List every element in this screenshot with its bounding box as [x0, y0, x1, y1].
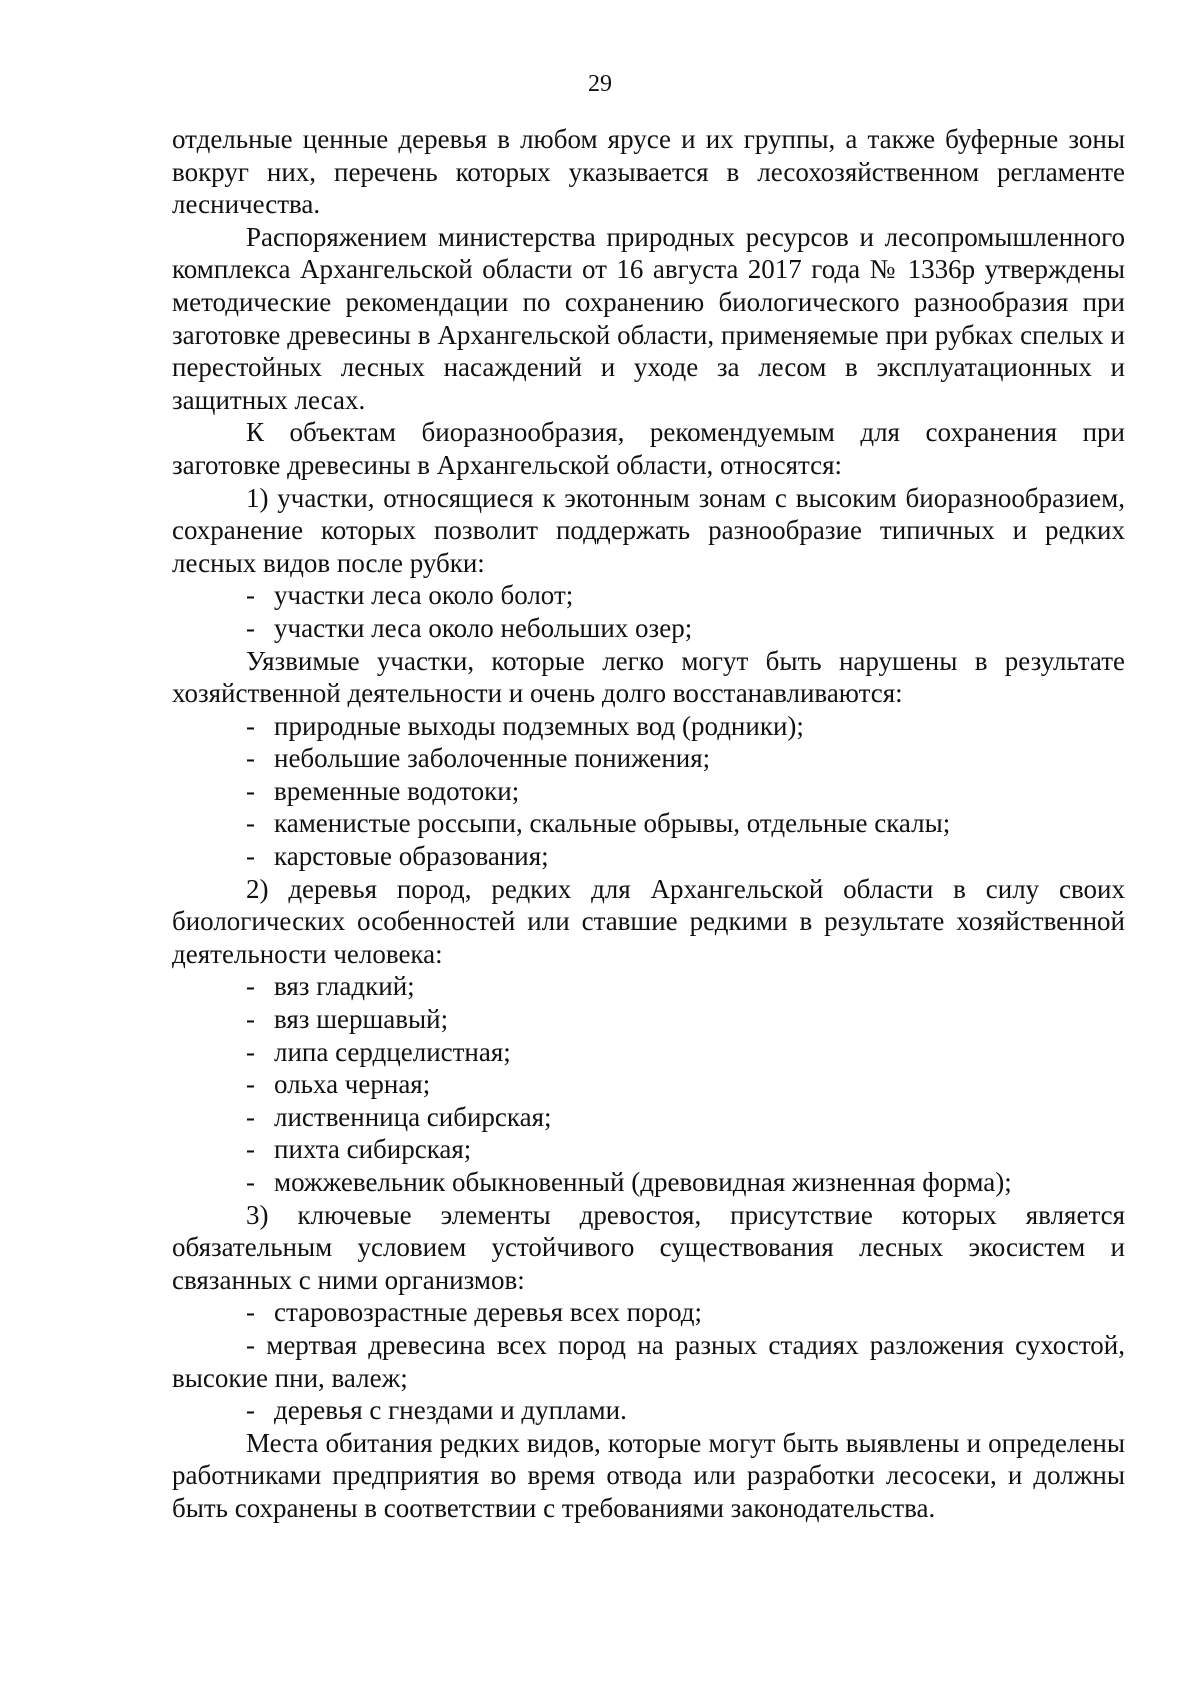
list-item-text: старовозрастные деревья всех пород; [274, 1297, 703, 1328]
list-dash: - [246, 743, 255, 774]
list-dash: - [246, 1004, 255, 1035]
list-item-text: природные выходы подземных вод (родники); [274, 710, 804, 741]
list-item [172, 710, 1125, 743]
list-item-text: мертвая древесина всех пород на разных стадиях разложения сухостой, высокие пни, валеж; [172, 1329, 1125, 1393]
list-item-text: участки леса около болот; [274, 580, 574, 611]
list-item-text: каменистые россыпи, скальные обрывы, отдельные скалы; [274, 808, 951, 839]
list-dash: - [246, 1395, 255, 1426]
list-item [172, 1036, 1125, 1069]
list-item [172, 1101, 1125, 1134]
list-item-text: небольшие заболоченные понижения; [274, 743, 711, 774]
list-dash: - [246, 971, 255, 1002]
list-dash: - [246, 710, 255, 741]
list-dash: - [246, 775, 255, 806]
list-dash: - [246, 1134, 255, 1165]
list-item [172, 579, 1125, 612]
list-item-text: пихта сибирская; [274, 1134, 472, 1165]
list-item [172, 1394, 1125, 1427]
list-dash: - [246, 1329, 255, 1360]
list-item-text: карстовые образования; [274, 841, 549, 872]
paragraph-2: Распоряжением министерства природных ресурсов и лесопромышленного комплекса Архангельской области от 16 августа 2017 года № 1336р утверждены методические рекомендации по сохранению биологического разнообразия при заготовке древесины в Архангельской области, применяемые при рубках спелых и перестойных лесных насаждений и уходе за лесом в эксплуатационных и защитных лесах. [172, 221, 1125, 415]
list-dash: - [246, 1167, 255, 1197]
list-item [172, 612, 1125, 645]
list-dash: - [246, 808, 255, 839]
list-item-text: можжевельник обыкновенный (древовидная жизненная форма); [274, 1167, 1012, 1197]
list-dash: - [246, 612, 255, 643]
list-dash: - [246, 1101, 255, 1132]
list-item-text: ольха черная; [274, 1069, 431, 1100]
paragraph-6: 2) деревья пород, редких для Архангельской области в силу своих биологических особенностей или ставшие редкими в результате хозяйственной деятельности человека: [172, 873, 1125, 969]
paragraph-7: 3) ключевые элементы древостоя, присутствие которых является обязательным условием устойчивого существования лесных экосистем и связанных с ними организмов: [172, 1199, 1125, 1295]
paragraph-3: К объектам биоразнообразия, рекомендуемым для сохранения при заготовке древесины в Архангельской области, относятся: [172, 417, 1125, 480]
paragraph-8: Места обитания редких видов, которые могут быть выявлены и определены работниками предприятия во время отвода или разработки лесосеки, и должны быть сохранены в соответствии с требованиями законодательства. [172, 1427, 1125, 1523]
list-item [172, 840, 1125, 873]
list-item [172, 1133, 1125, 1166]
list-item-text: деревья с гнездами и дуплами. [274, 1395, 627, 1426]
list-item [172, 807, 1125, 840]
document-body [172, 123, 1125, 1525]
list-item [172, 775, 1125, 808]
list-item [172, 1166, 1125, 1199]
list-dash: - [246, 841, 255, 872]
paragraph-4: 1) участки, относящиеся к экотонным зонам с высоким биоразнообразием, сохранение которых позволит поддержать разнообразие типичных и редких лесных видов после рубки: [172, 482, 1125, 578]
list-item-text: лиственница сибирская; [274, 1101, 552, 1132]
list-item [172, 970, 1125, 1003]
list-item [172, 1068, 1125, 1101]
list-item-text: вяз гладкий; [274, 971, 415, 1002]
paragraph-1: отдельные ценные деревья в любом ярусе и их группы, а также буферные зоны вокруг них, перечень которых указывается в лесохозяйственном регламенте лесничества. [172, 124, 1125, 220]
list-dash: - [246, 1297, 255, 1328]
list-item [172, 742, 1125, 775]
list-item-text: временные водотоки; [274, 775, 520, 806]
list-dash: - [246, 580, 255, 611]
list-item-text: участки леса около небольших озер; [274, 612, 693, 643]
list-dash: - [246, 1036, 255, 1067]
paragraph-5: Уязвимые участки, которые легко могут быть нарушены в результате хозяйственной деятельности и очень долго восстанавливаются: [172, 645, 1125, 709]
list-item-text: вяз шершавый; [274, 1004, 449, 1035]
list-item-wrapped [172, 1329, 1125, 1394]
page-number: 29 [588, 71, 612, 97]
list-item [172, 1003, 1125, 1036]
list-dash: - [246, 1069, 255, 1100]
list-item-text: липа сердцелистная; [274, 1036, 511, 1067]
list-item [172, 1296, 1125, 1329]
